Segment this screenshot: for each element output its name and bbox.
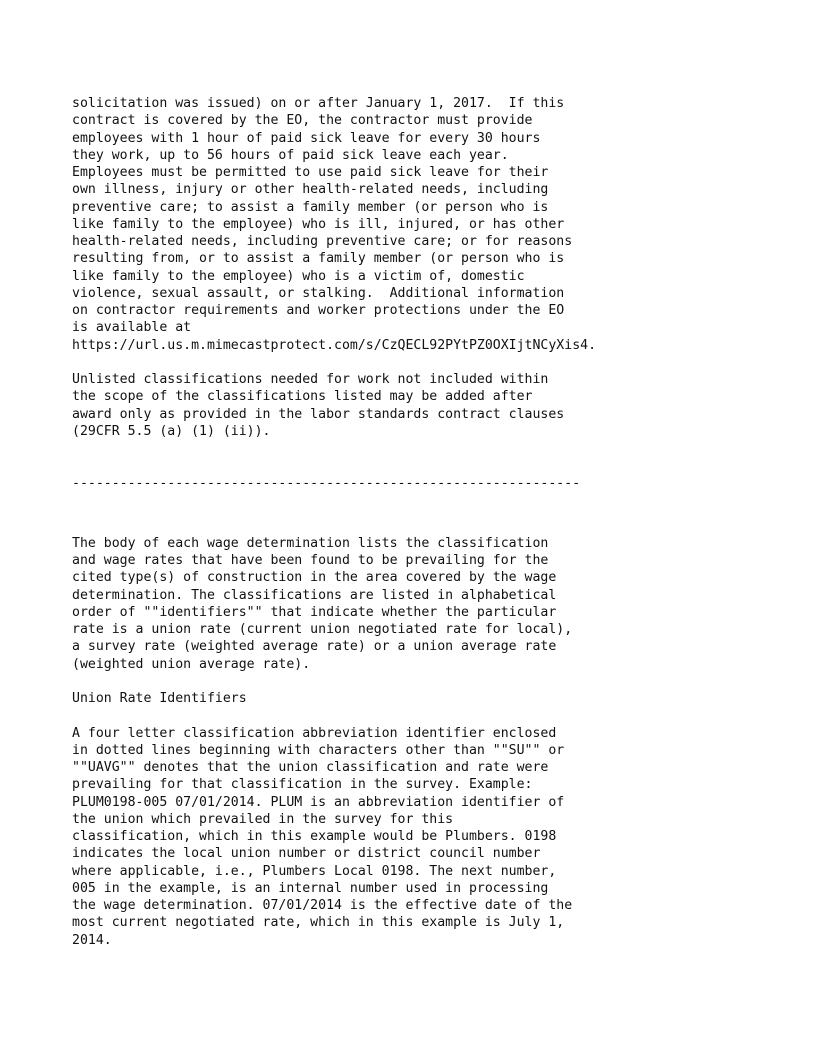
spacer: [72, 492, 792, 535]
paragraph-paid-sick-leave: solicitation was issued) on or after January 1, 2017. If this contract is covered by the EO, the contractor must provide employees with 1 hour of paid sick leave for every 30 hours they work, up to 56 hours of paid sick leave each year. Employees must be permitted to use paid sick leave for their own illness, injury or other health-related needs, including preventive care; to assist a family member (or person who is like family to the employee) who is ill, injured, or has other health-related needs, including preventive care; or for reasons resulting from, or to assist a family member (or person who is like family to the employee) who is a victim of, domestic violence, sexual assault, or stalking. Additional information on contractor requirements and worker protections under the EO is available at https://url.us.m.mimecastprotect.com/s/CzQECL92PYtPZ0OXIjtNCyXis4.: [72, 96, 597, 353]
spacer: [72, 707, 792, 724]
paragraph-union-rate-example: A four letter classification abbreviation identifier enclosed in dotted lines beginning with characters other than ""SU"" or ""UAVG"" denotes that the union classification and rate were prevailing for that classification in the survey. Example: PLUM0198-005 07/01/2014. PLUM is an abbreviation identifier of the union which prevailed in the survey for this classification, which in this example would be Plumbers. 0198 indicates the local union number or district council number where applicable, i.e., Plumbers Local 0198. The next number, 005 in the example, is an internal number used in processing the wage determination. 07/01/2014 is the effective date of the most current negotiated rate, which in this example is July 1, 2014.: [72, 725, 573, 948]
paragraph-wage-determination-body: The body of each wage determination lists the classification and wage rates that have been found to be prevailing for the cited type(s) of construction in the area covered by the wage determination. The classifications are listed in alphabetical order of ""identifiers"" that indicate whether the particular rate is a union rate (current union negotiated rate for local), a survey rate (weighted average rate) or a union average rate (weighted union average rate).: [72, 535, 573, 672]
dashed-divider: ----------------------------------------------------------------: [72, 475, 581, 491]
spacer: [72, 673, 792, 690]
heading-union-rate-identifiers: Union Rate Identifiers: [72, 691, 247, 706]
spacer: [72, 354, 792, 371]
document-page: [72, 95, 792, 949]
spacer: [72, 440, 792, 475]
paragraph-unlisted-classifications: Unlisted classifications needed for work not included within the scope of the classifications listed may be added after award only as provided in the labor standards contract clauses (29CFR 5.5 (a) (1) (ii)).: [72, 372, 565, 439]
